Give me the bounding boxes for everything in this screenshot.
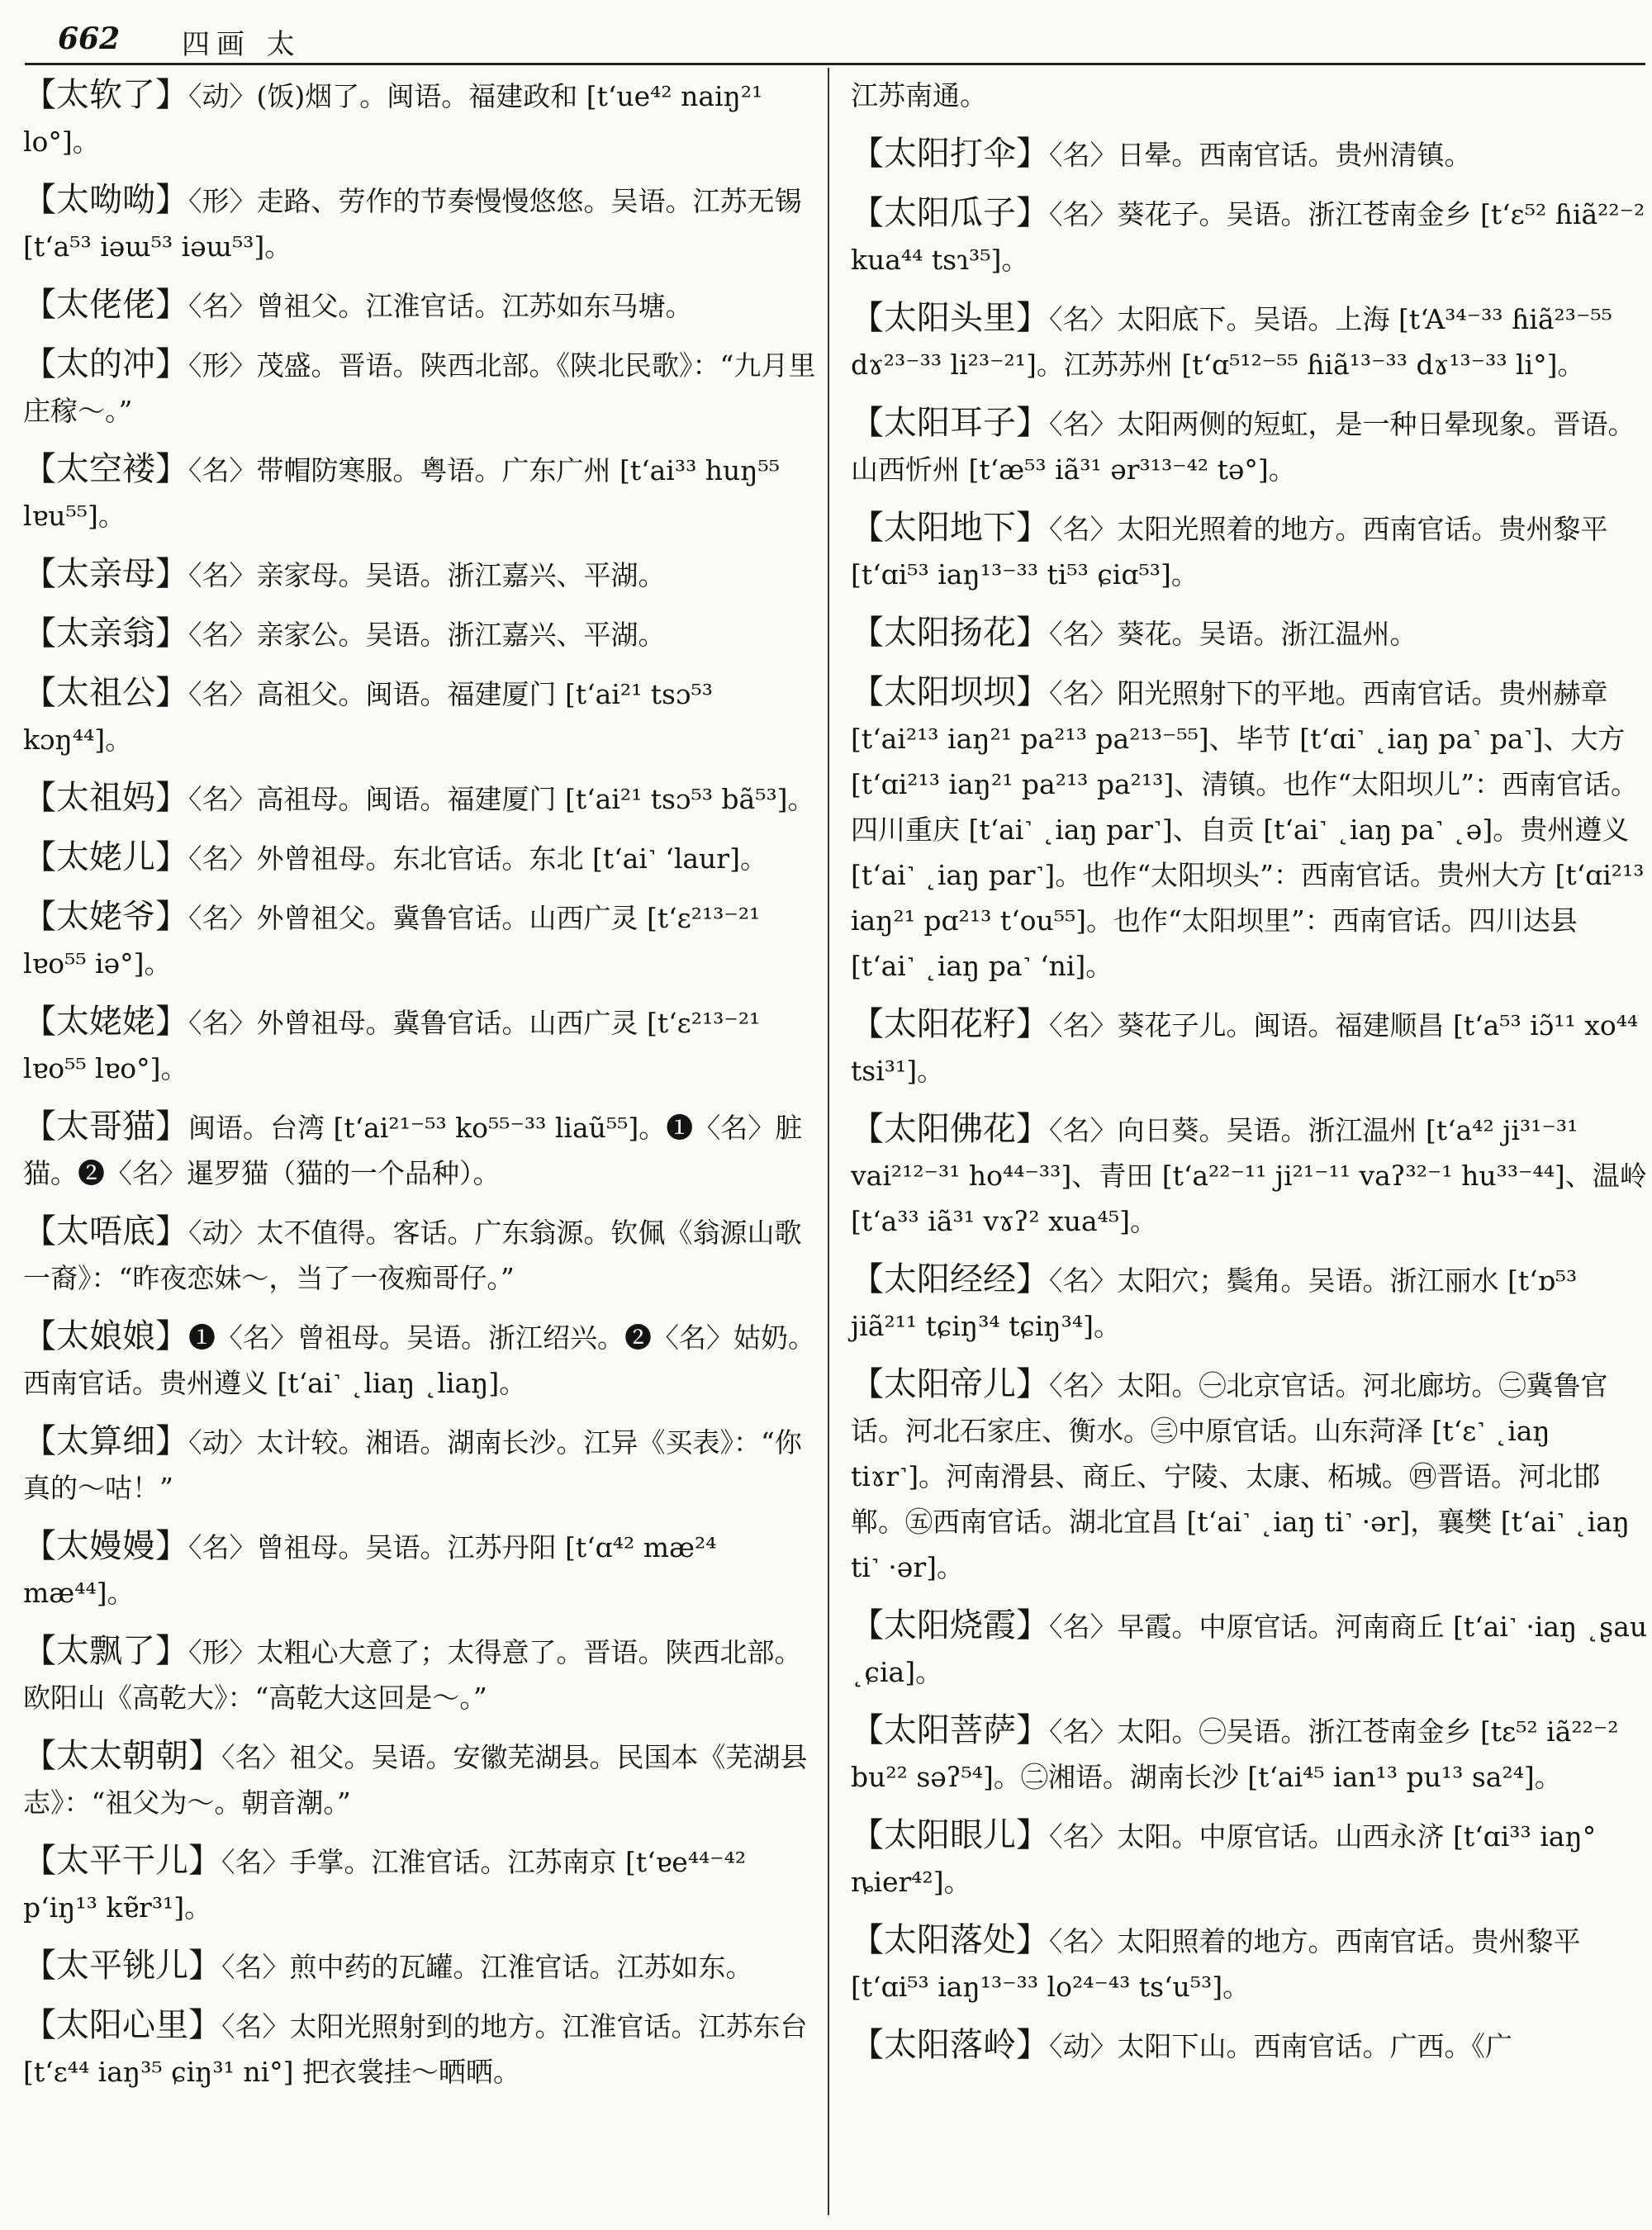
entry-definition: 〈名〉带帽防寒服。粤语。广东广州 [tʻai³³ huŋ⁵⁵ lɐu⁵⁵]。 xyxy=(23,454,781,532)
entry-headword: 【太阳坝坝】 xyxy=(851,673,1049,711)
entry-definition: 〈动〉太阳下山。西南官话。广西。《广 xyxy=(1049,2030,1512,2062)
entry-headword: 【太亲母】 xyxy=(23,555,188,593)
entry-headword: 【太祖妈】 xyxy=(23,779,188,817)
dictionary-entry xyxy=(851,401,1648,492)
dictionary-entry xyxy=(23,2003,820,2095)
entry-headword: 【太阳瓜子】 xyxy=(851,194,1049,232)
entry-definition: 〈名〉太阳。㊀北京官话。河北廊坊。㊁冀鲁官话。河北石家庄、衡水。㊂中原官话。山东菏泽 [tʻɛ˺ ˛iaŋ tiɤr˺]。河南滑县、商丘、宁陵、太康、柘城。㊃晋语。河北邯郸。㊄西南官话。湖北宜昌 [tʻai˺ ˛iaŋ ti˺ ·ər]，襄樊 [tʻai˺ ˛iaŋ ti˺ ·ər]。 xyxy=(851,1369,1631,1583)
dictionary-entry xyxy=(23,1314,820,1406)
entry-definition: 〈名〉日晕。西南官话。贵州清镇。 xyxy=(1049,139,1472,171)
entry-definition: 〈名〉太阳光照着的地方。西南官话。贵州黎平 [tʻɑi⁵³ iaŋ¹³⁻³³ ti⁵³ ɕiɑ⁵³]。 xyxy=(851,513,1608,591)
dictionary-entry xyxy=(851,1708,1648,1800)
dictionary-entry xyxy=(851,670,1648,989)
dictionary-entry xyxy=(23,342,820,434)
entry-headword: 【太阳落岭】 xyxy=(851,2026,1049,2064)
entry-headword: 【太阳帝儿】 xyxy=(851,1365,1049,1403)
entry-headword: 【太姥姥】 xyxy=(23,1003,188,1041)
dictionary-entry xyxy=(851,505,1648,597)
entry-headword: 【太空褛】 xyxy=(23,450,188,488)
entry-definition: 〈形〉茂盛。晋语。陕西北部。《陕北民歌》：“九月里庄稼～。” xyxy=(23,349,816,427)
dictionary-entry xyxy=(23,1209,820,1301)
dictionary-entry xyxy=(851,2023,1648,2069)
right-column xyxy=(851,73,1648,2082)
entry-headword: 【太阳扬花】 xyxy=(851,614,1049,652)
column-divider xyxy=(828,68,829,2215)
entry-definition: ❶〈名〉曾祖母。吴语。浙江绍兴。❷〈名〉姑奶。西南官话。贵州遵义 [tʻai˺ ˛liaŋ ˛liaŋ]。 xyxy=(23,1321,815,1399)
dictionary-entry xyxy=(23,1524,820,1616)
dictionary-entry xyxy=(23,1839,820,1930)
entry-headword: 【太阳头里】 xyxy=(851,299,1049,337)
dictionary-entry xyxy=(23,1419,820,1511)
entry-definition: 〈形〉走路、劳作的节奏慢慢悠悠。吴语。江苏无锡 [tʻa⁵³ iəɯ⁵³ iəɯ⁵³]。 xyxy=(23,185,802,263)
entry-headword: 【太飘了】 xyxy=(23,1632,188,1670)
dictionary-entry xyxy=(23,1943,820,1990)
dictionary-entry xyxy=(23,835,820,881)
entry-definition: 〈名〉葵花子。吴语。浙江苍南金乡 [tʻɛ⁵² ɦiã²²⁻² kua⁴⁴ tsɿ³⁵]。 xyxy=(851,198,1645,276)
dictionary-entry xyxy=(23,447,820,539)
entry-definition: 〈形〉太粗心大意了；太得意了。晋语。陕西北部。欧阳山《高乾大》：“高乾大这回是～。” xyxy=(23,1636,802,1714)
entry-definition: 〈动〉太不值得。客话。广东翁源。钦佩《翁源山歌一裔》：“昨夜恋妹～，当了一夜痴哥仔。” xyxy=(23,1217,802,1294)
dictionary-entry xyxy=(851,1603,1648,1695)
entry-definition: 〈名〉亲家公。吴语。浙江嘉兴、平湖。 xyxy=(188,619,666,651)
entry-headword: 【太唔底】 xyxy=(23,1212,188,1250)
entry-headword: 【太娘娘】 xyxy=(23,1317,188,1355)
entry-headword: 【太阳打伞】 xyxy=(851,135,1049,173)
dictionary-entry xyxy=(851,191,1648,282)
entry-headword: 【太阳地下】 xyxy=(851,509,1049,547)
entry-definition: 〈名〉太阳穴；鬓角。吴语。浙江丽水 [tʻɒ⁵³ jiã²¹¹ tɕiŋ³⁴ tɕiŋ³⁴]。 xyxy=(851,1264,1578,1342)
entry-headword: 【太祖公】 xyxy=(23,674,188,712)
entry-definition: 〈名〉外曾祖父。冀鲁官话。山西广灵 [tʻɛ²¹³⁻²¹ lɐo⁵⁵ iə°]。 xyxy=(23,902,761,980)
entry-definition: 〈名〉太阳两侧的短虹，是一种日晕现象。晋语。山西忻州 [tʻæ⁵³ iã³¹ ər³¹³⁻⁴² tə°]。 xyxy=(851,408,1635,486)
entry-definition: 〈名〉葵花。吴语。浙江温州。 xyxy=(1049,618,1417,650)
dictionary-entry xyxy=(23,73,820,164)
entry-definition: 〈名〉阳光照射下的平地。西南官话。贵州赫章 [tʻai²¹³ iaŋ²¹ pa²¹³ pa²¹³⁻⁵⁵]、毕节 [tʻɑi˺ ˛iaŋ pa˺ pa˺]、大方 [tʻɑi²¹³ iaŋ²¹ pa²¹³ pa²¹³]、清镇。也作“太阳坝儿”：西南官话。四川重庆 [tʻai˺ ˛iaŋ par˺]、自贡 [tʻai˺ ˛iaŋ pa˺ ˛ə]。贵州遵义 [tʻai˺ ˛iaŋ par˺]。也作“太阳坝头”：西南官话。贵州大方 [tʻɑi²¹³ iaŋ²¹ pɑ²¹³ tʻou⁵⁵]。也作“太阳坝里”：西南官话。四川达县 [tʻai˺ ˛iaŋ pa˺ ʻni]。 xyxy=(851,677,1645,982)
entry-headword: 【太平干儿】 xyxy=(23,1842,221,1880)
entry-headword: 【太嫚嫚】 xyxy=(23,1527,188,1565)
entry-headword: 【太阳经经】 xyxy=(851,1260,1049,1298)
entry-definition: 〈名〉曾祖母。吴语。江苏丹阳 [tʻɑ⁴² mæ²⁴ mæ⁴⁴]。 xyxy=(23,1531,717,1609)
dictionary-entry xyxy=(851,1362,1648,1590)
dictionary-entry xyxy=(23,1104,820,1196)
entry-headword: 【太太朝朝】 xyxy=(23,1737,221,1775)
entry-definition: 〈名〉外曾祖母。冀鲁官话。山西广灵 [tʻɛ²¹³⁻²¹ lɐo⁵⁵ lɐo°]。 xyxy=(23,1007,761,1084)
entry-headword: 【太阳落处】 xyxy=(851,1921,1049,1959)
left-column xyxy=(23,73,820,2108)
dictionary-entry xyxy=(851,1918,1648,2009)
entry-headword: 【太软了】 xyxy=(23,76,188,114)
entry-headword: 【太阳心里】 xyxy=(23,2006,221,2044)
dictionary-entry xyxy=(851,610,1648,657)
entry-headword: 【太姥儿】 xyxy=(23,838,188,876)
entry-definition: 〈名〉太阳照着的地方。西南官话。贵州黎平 [tʻɑi⁵³ iaŋ¹³⁻³³ lo²⁴⁻⁴³ tsʻu⁵³]。 xyxy=(851,1925,1581,2003)
dictionary-entry xyxy=(851,1813,1648,1905)
entry-definition: 〈名〉亲家母。吴语。浙江嘉兴、平湖。 xyxy=(188,559,666,591)
section-title: 四画 太 xyxy=(182,28,301,61)
entry-definition: 〈名〉太阳。㊀吴语。浙江苍南金乡 [tɛ⁵² iã²²⁻² bu²² səʔ⁵⁴]。㊁湘语。湖南长沙 [tʻai⁴⁵ ian¹³ pu¹³ sa²⁴]。 xyxy=(851,1715,1619,1793)
entry-headword: 【太阳烧霞】 xyxy=(851,1606,1049,1644)
dictionary-entry xyxy=(23,776,820,822)
entry-definition: 〈名〉煎中药的瓦罐。江淮官话。江苏如东。 xyxy=(221,1951,753,1983)
dictionary-entry xyxy=(23,671,820,762)
entry-definition: 〈名〉太阳光照射到的地方。江淮官话。江苏东台 [tʻɛ⁴⁴ iaŋ³⁵ ɕiŋ³¹ ni°] 把衣裳挂～晒晒。 xyxy=(23,2010,808,2088)
header-rule xyxy=(25,63,1645,65)
entry-definition: 〈动〉(饭)烟了。闽语。福建政和 [tʻue⁴² naiŋ²¹ lo°]。 xyxy=(23,80,763,158)
entry-headword: 【太阳佛花】 xyxy=(851,1110,1049,1148)
dictionary-entry xyxy=(851,1257,1648,1349)
continuation-text: 江苏南通。 xyxy=(851,79,987,112)
dictionary-entry xyxy=(23,999,820,1091)
entry-definition: 〈名〉太阳。中原官话。山西永济 [tʻɑi³³ iaŋ° ȵier⁴²]。 xyxy=(851,1820,1597,1898)
dictionary-entry xyxy=(851,131,1648,178)
dictionary-entry xyxy=(23,1734,820,1825)
page-header xyxy=(58,15,1644,64)
entry-headword: 【太算细】 xyxy=(23,1422,188,1460)
entry-definition: 〈名〉高祖父。闽语。福建厦门 [tʻai²¹ tsɔ⁵³ kɔŋ⁴⁴]。 xyxy=(23,678,713,756)
entry-headword: 【太姥爷】 xyxy=(23,898,188,936)
dictionary-entry xyxy=(23,178,820,269)
dictionary-entry xyxy=(851,1107,1648,1244)
entry-headword: 【太阳菩萨】 xyxy=(851,1711,1049,1749)
entry-definition: 〈名〉向日葵。吴语。浙江温州 [tʻa⁴² ji³¹⁻³¹ vai²¹²⁻³¹ ho⁴⁴⁻³³]、青田 [tʻa²²⁻¹¹ ji²¹⁻¹¹ vaʔ³²⁻¹ hu³³⁻⁴⁴]、温岭 [tʻa³³ iã³¹ vɤʔ² xua⁴⁵]。 xyxy=(851,1114,1647,1237)
page-number: 662 xyxy=(58,21,121,56)
entry-headword: 【太阳花籽】 xyxy=(851,1005,1049,1043)
entry-definition: 〈名〉手掌。江淮官话。江苏南京 [tʻɐe⁴⁴⁻⁴² pʻiŋ¹³ kɐ̃r³¹]。 xyxy=(23,1846,747,1924)
entry-headword: 【太平铫儿】 xyxy=(23,1947,221,1985)
dictionary-entry xyxy=(23,894,820,986)
dictionary-entry xyxy=(851,1002,1648,1094)
entry-headword: 【太亲翁】 xyxy=(23,614,188,652)
dictionary-entry xyxy=(23,282,820,329)
entry-definition: 〈名〉外曾祖母。东北官话。东北 [tʻai˺ ʻlaur]。 xyxy=(188,842,767,875)
entry-definition: 〈名〉早霞。中原官话。河南商丘 [tʻai˺ ·iaŋ ˛ʂau ˛ɕia]。 xyxy=(851,1611,1648,1688)
entry-headword: 【太哥猫】 xyxy=(23,1108,188,1146)
entry-definition: 〈名〉太阳底下。吴语。上海 [tʻA³⁴⁻³³ ɦiã²³⁻⁵⁵ dɤ²³⁻³³ li²³⁻²¹]。江苏苏州 [tʻɑ⁵¹²⁻⁵⁵ ɦiã¹³⁻³³ dɤ¹³⁻³³ li°]。 xyxy=(851,303,1612,381)
entry-headword: 【太阳眼儿】 xyxy=(851,1816,1049,1854)
entry-headword: 【太呦呦】 xyxy=(23,181,188,219)
entry-headword: 【太佬佬】 xyxy=(23,286,188,324)
entry-headword: 【太阳耳子】 xyxy=(851,404,1049,442)
entry-definition: 〈名〉葵花子儿。闽语。福建顺昌 [tʻa⁵³ iɔ̃¹¹ xo⁴⁴ tsi³¹]。 xyxy=(851,1009,1639,1087)
entry-headword: 【太的冲】 xyxy=(23,345,188,383)
entry-definition: 〈名〉曾祖父。江淮官话。江苏如东马塘。 xyxy=(188,290,693,322)
entry-definition: 闽语。台湾 [tʻai²¹⁻⁵³ ko⁵⁵⁻³³ liaũ⁵⁵]。❶〈名〉脏猫。❷〈名〉暹罗猫（猫的一个品种）。 xyxy=(23,1112,803,1189)
entry-definition: 〈动〉太计较。湘语。湖南长沙。江异《买表》：“你真的～咕！” xyxy=(23,1426,802,1504)
entry-definition: 〈名〉祖父。吴语。安徽芜湖县。民国本《芜湖县志》：“祖父为～。朝音潮。” xyxy=(23,1741,808,1819)
dictionary-entry xyxy=(23,611,820,657)
dictionary-entry xyxy=(23,552,820,598)
dictionary-entry xyxy=(23,1629,820,1720)
entry-definition: 〈名〉高祖母。闽语。福建厦门 [tʻai²¹ tsɔ⁵³ bã⁵³]。 xyxy=(188,783,815,815)
dictionary-entry xyxy=(851,296,1648,387)
